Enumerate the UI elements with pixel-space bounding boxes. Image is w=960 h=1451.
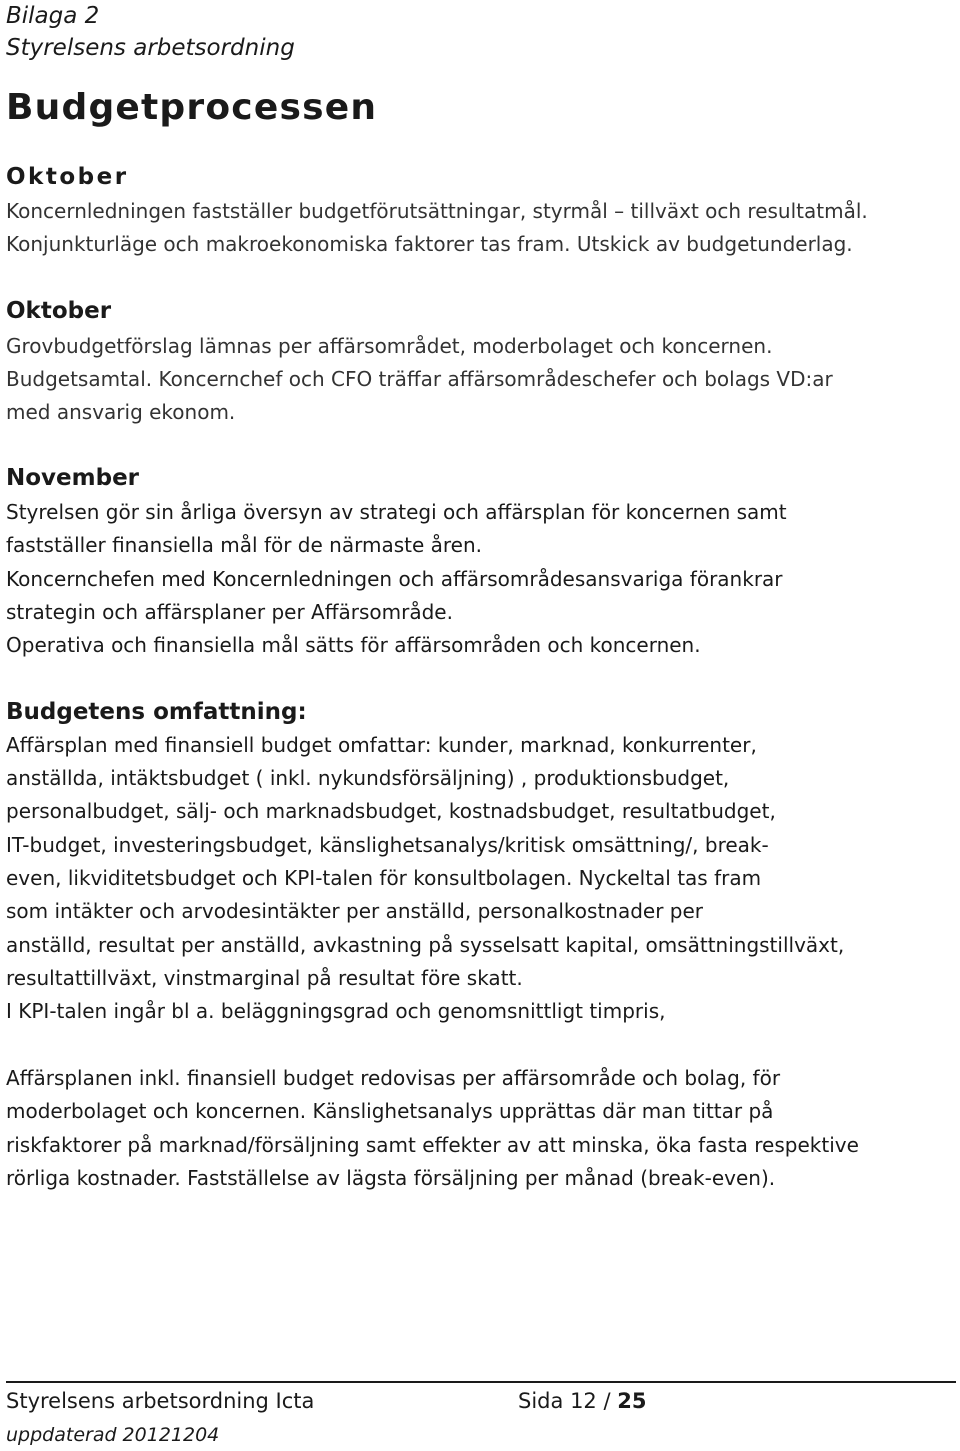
text-line: even, likviditetsbudget och KPI-talen för konsultbolagen. Nyckeltal tas fram <box>6 866 762 890</box>
text-line: riskfaktorer på marknad/försäljning samt effekter av att minska, öka fasta respektive <box>6 1133 859 1157</box>
text-line: rörliga kostnader. Fastställelse av lägsta försäljning per månad (break-even). <box>6 1166 776 1190</box>
text-line: med ansvarig ekonom. <box>6 400 236 424</box>
footer-document-name: Styrelsens arbetsordning Icta <box>6 1389 315 1413</box>
page-separator: / <box>603 1389 611 1413</box>
page-label: Sida <box>518 1389 564 1413</box>
attachment-label: Bilaga 2 <box>6 3 100 29</box>
section-heading-october-2: Oktober <box>6 298 112 324</box>
document-subtitle: Styrelsens arbetsordning <box>6 35 295 61</box>
text-line: IT-budget, investeringsbudget, känslighetsanalys/kritisk omsättning/, break- <box>6 833 769 857</box>
page-number <box>518 1386 646 1416</box>
text-line: Operativa och finansiella mål sätts för affärsområden och koncernen. <box>6 633 701 657</box>
page-total: 25 <box>617 1389 647 1413</box>
text-line: I KPI-talen ingår bl a. beläggningsgrad och genomsnittligt timpris, <box>6 999 666 1023</box>
text-line: strategin och affärsplaner per Affärsområde. <box>6 600 453 624</box>
text-line: anställda, intäktsbudget ( inkl. nykundsförsäljning) , produktionsbudget, <box>6 766 730 790</box>
text-line: Koncernledningen fastställer budgetförutsättningar, styrmål – tillväxt och resultatmål. <box>6 199 868 223</box>
text-line: som intäkter och arvodesintäkter per anställd, personalkostnader per <box>6 899 704 923</box>
text-line: Affärsplan med finansiell budget omfattar: kunder, marknad, konkurrenter, <box>6 733 757 757</box>
text-line: Koncernchefen med Koncernledningen och affärsområdesansvariga förankrar <box>6 567 783 591</box>
text-line: Styrelsen gör sin årliga översyn av strategi och affärsplan för koncernen samt <box>6 500 787 524</box>
footer-divider <box>6 1381 956 1383</box>
section-heading-november: November <box>6 465 140 491</box>
text-line: Konjunkturläge och makroekonomiska faktorer tas fram. Utskick av budgetunderlag. <box>6 232 853 256</box>
text-line: resultattillväxt, vinstmarginal på resultat före skatt. <box>6 966 523 990</box>
section-heading-october-1: Oktober <box>6 164 129 190</box>
text-line: anställd, resultat per anställd, avkastning på sysselsatt kapital, omsättningstillväxt, <box>6 933 845 957</box>
page-title: Budgetprocessen <box>6 87 378 128</box>
text-line: personalbudget, sälj- och marknadsbudget, kostnadsbudget, resultatbudget, <box>6 799 776 823</box>
text-line: Affärsplanen inkl. finansiell budget redovisas per affärsområde och bolag, för <box>6 1066 781 1090</box>
document-header <box>6 0 295 64</box>
section-heading-budget-scope: Budgetens omfattning: <box>6 699 307 725</box>
text-line: Budgetsamtal. Koncernchef och CFO träffar affärsområdeschefer och bolags VD:ar <box>6 367 833 391</box>
text-line: moderbolaget och koncernen. Känslighetsanalys upprättas där man tittar på <box>6 1099 774 1123</box>
footer-updated-date: uppdaterad 20121204 <box>6 1424 220 1446</box>
text-line: Grovbudgetförslag lämnas per affärsområdet, moderbolaget och koncernen. <box>6 334 773 358</box>
text-line: fastställer finansiella mål för de närmaste åren. <box>6 533 482 557</box>
page-current: 12 <box>570 1389 597 1413</box>
